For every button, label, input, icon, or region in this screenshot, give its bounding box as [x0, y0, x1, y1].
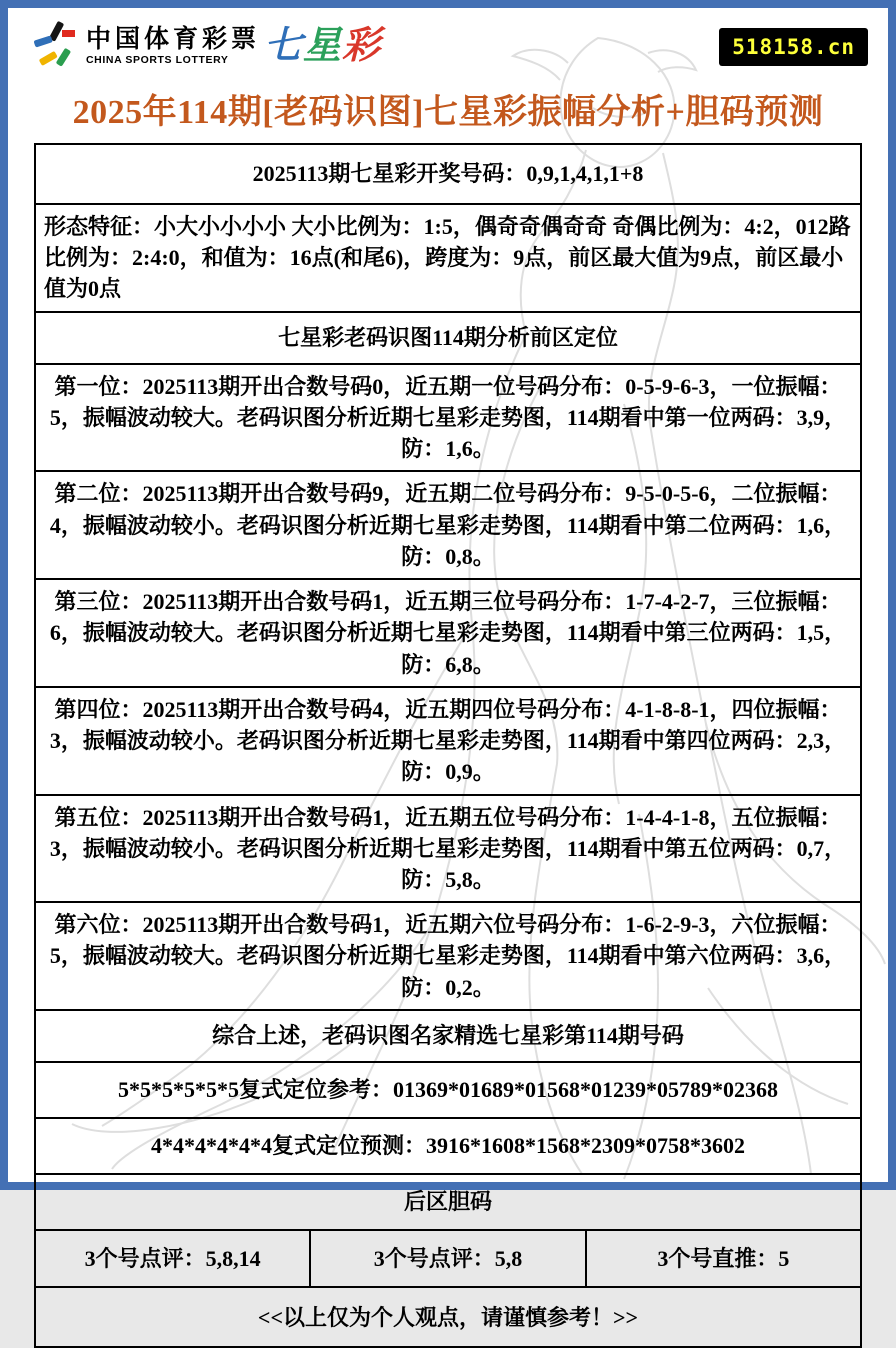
- row-disclaimer: <<以上仅为个人观点，请谨慎参考！>>: [36, 1286, 860, 1346]
- logo-text-cn: 中国体育彩票: [86, 24, 261, 53]
- row-position-3: 第三位：2025113期开出合数号码1，近五期三位号码分布：1-7-4-2-7，三位振幅：6，振幅波动较大。老码识图分析近期七星彩走势图，114期看中第三位两码：1,5，防：6,8。: [36, 578, 860, 686]
- row-position-4: 第四位：2025113期开出合数号码4，近五期四位号码分布：4-1-8-8-1，四位振幅：3，振幅波动较小。老码识图分析近期七星彩走势图，114期看中第四位两码：2,3，防：0,9。: [36, 686, 860, 794]
- row-draw-result: 2025113期七星彩开奖号码：0,9,1,4,1,1+8: [252, 161, 644, 187]
- row-front-zone-heading: 七星彩老码识图114期分析前区定位: [36, 311, 860, 363]
- wordmark-char-cai: 彩: [342, 25, 382, 67]
- row-pattern-features: 形态特征：小大小小小小 大小比例为：1:5，偶奇奇偶奇奇 奇偶比例为：4:2，012路比例为：2:4:0，和值为：16点(和尾6)，跨度为：9点，前区最大值为9点，前区最小值为0点: [36, 203, 860, 311]
- logo-text-en: CHINA SPORTS LOTTERY: [86, 53, 229, 66]
- rear-cell-direct: 3个号直推：5: [585, 1231, 860, 1286]
- china-sports-lottery-logo: [32, 20, 381, 72]
- header: [8, 8, 888, 76]
- analysis-table: [34, 143, 862, 1348]
- row-rear-zone-cells: [36, 1229, 860, 1286]
- row-summary-heading: 综合上述，老码识图名家精选七星彩第114期号码: [36, 1009, 860, 1061]
- wordmark-char-xing: 星: [303, 25, 343, 67]
- row-complex-4: 4*4*4*4*4*4复式定位预测：3916*1608*1568*2309*0758*3602: [36, 1117, 860, 1173]
- site-badge: 518158.cn: [719, 28, 868, 66]
- row-position-1: 第一位：2025113期开出合数号码0，近五期一位号码分布：0-5-9-6-3，一位振幅：5，振幅波动较大。老码识图分析近期七星彩走势图，114期看中第一位两码：3,9，防：1,6。: [36, 363, 860, 471]
- page-title: 2025年114期[老码识图]七星彩振幅分析+胆码预测: [72, 94, 824, 131]
- sports-lottery-emblem-icon: [32, 20, 78, 72]
- row-complex-5: 5*5*5*5*5*5复式定位参考：01369*01689*01568*01239*05789*02368: [36, 1061, 860, 1117]
- qixingcai-wordmark: [264, 27, 381, 65]
- row-position-6: 第六位：2025113期开出合数号码1，近五期六位号码分布：1-6-2-9-3，六位振幅：5，振幅波动较大。老码识图分析近期七星彩走势图，114期看中第六位两码：3,6，防：0,2。: [36, 901, 860, 1009]
- row-position-2: 第二位：2025113期开出合数号码9，近五期二位号码分布：9-5-0-5-6，二位振幅：4，振幅波动较小。老码识图分析近期七星彩走势图，114期看中第二位两码：1,6，防：0,8。: [36, 470, 860, 578]
- wordmark-char-qi: 七: [264, 25, 304, 67]
- row-position-5: 第五位：2025113期开出合数号码1，近五期五位号码分布：1-4-4-1-8，五位振幅：3，振幅波动较小。老码识图分析近期七星彩走势图，114期看中第五位两码：0,7，防：5,8。: [36, 794, 860, 902]
- row-rear-zone-heading: 后区胆码: [36, 1173, 860, 1229]
- rear-cell-comment-1: 3个号点评：5,8,14: [84, 1245, 261, 1271]
- rear-cell-comment-2: 3个号点评：5,8: [309, 1231, 584, 1286]
- logo-text: [86, 24, 261, 66]
